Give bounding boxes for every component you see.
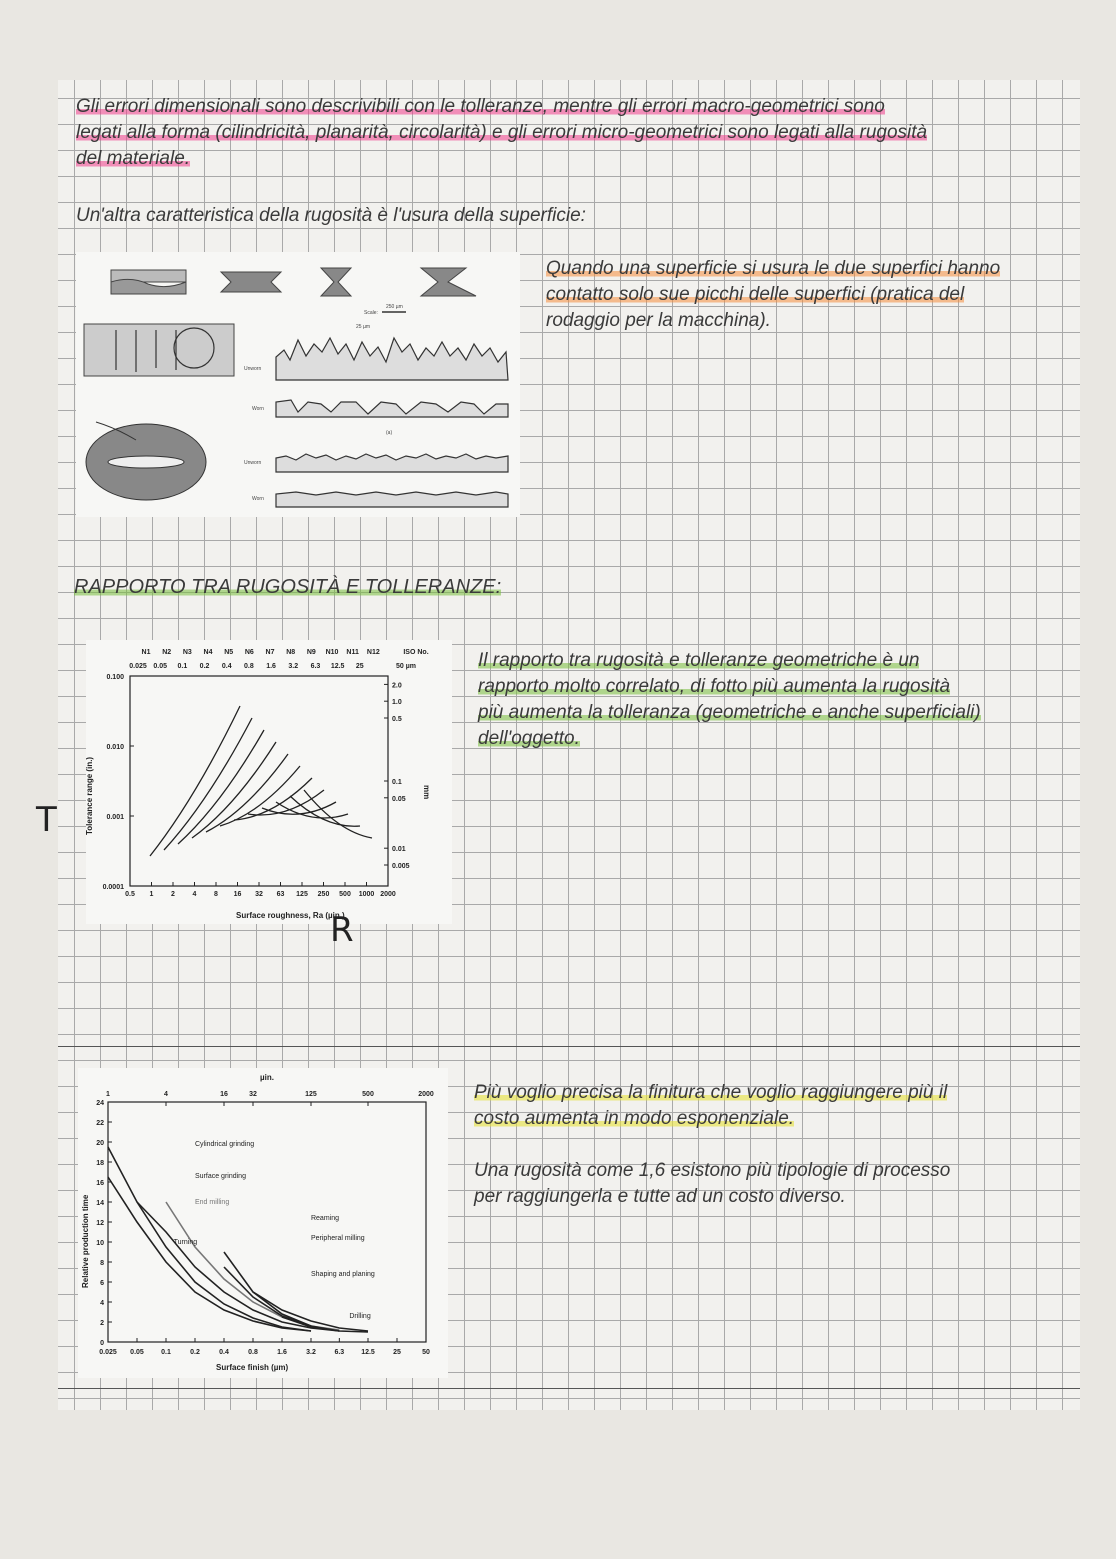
y-tick-label: 6 xyxy=(100,1280,104,1287)
um-label: 0.05 xyxy=(153,663,167,670)
y-tick-label: 0.001 xyxy=(106,814,124,821)
section-heading-text: RAPPORTO TRA RUGOSITÀ E TOLLERANZE: xyxy=(74,576,502,598)
um-label: 3.2 xyxy=(288,663,299,670)
profile-label: Worn xyxy=(252,406,264,412)
micrometer-row xyxy=(129,663,416,670)
x-axis-ticks xyxy=(99,1338,430,1356)
iso-label: N7 xyxy=(265,649,275,656)
top-tick-label: 125 xyxy=(305,1091,317,1098)
iso-label: N2 xyxy=(162,649,172,656)
x-tick-label: 4 xyxy=(192,891,197,898)
top-axis-label: µin. xyxy=(260,1073,274,1082)
top-tick-label: 4 xyxy=(164,1091,168,1098)
x-tick-label: 0.2 xyxy=(190,1349,200,1356)
note-line: Quando una superficie si usura le due superfici hanno xyxy=(546,258,1001,279)
process-note xyxy=(474,1158,950,1210)
note-line: più aumenta la tolleranza (geometriche e anche superficiali) xyxy=(478,702,981,723)
top-tick-label: 16 xyxy=(220,1091,228,1098)
profile-worn-1 xyxy=(276,400,508,417)
um-label: 0.025 xyxy=(129,663,147,670)
wear-figure-svg xyxy=(76,252,520,517)
wear-note xyxy=(546,256,1000,334)
series-line xyxy=(276,802,348,818)
y-axis-ticks xyxy=(96,1100,112,1347)
iso-label: N3 xyxy=(182,649,192,656)
y-tick-label: 24 xyxy=(96,1100,104,1107)
series-label: Reaming xyxy=(310,1215,340,1222)
note-line: rodaggio per la macchina). xyxy=(546,310,771,331)
note-line: per raggiungerla e tutte ad un costo diverso. xyxy=(474,1186,846,1207)
iso-label: N5 xyxy=(224,649,234,656)
y-tick-label: 16 xyxy=(96,1180,104,1187)
plot-frame xyxy=(130,676,388,886)
panel-label: (a) xyxy=(386,430,393,436)
production-time-chart-svg xyxy=(78,1068,448,1378)
wear-block-3 xyxy=(321,268,351,296)
scale-label: Scale: xyxy=(364,310,378,316)
x-tick-label: 250 xyxy=(317,891,330,898)
y2-tick-label: 1.0 xyxy=(392,699,402,707)
y-axis-label: Relative production time xyxy=(81,1194,90,1288)
y-tick-label: 18 xyxy=(96,1160,104,1167)
x-tick-label: 1 xyxy=(149,891,154,898)
y-tick-label: 2 xyxy=(100,1320,104,1327)
profile-unworn-2 xyxy=(276,454,508,472)
iso-label: N10 xyxy=(325,649,339,656)
cross-section-block xyxy=(84,324,234,376)
y2-tick-label: 0.005 xyxy=(392,863,410,870)
y2-axis-label: mm xyxy=(422,785,431,800)
wear-figure xyxy=(76,252,520,517)
y-tick-label: 0.0001 xyxy=(102,884,124,891)
x-tick-label: 16 xyxy=(233,891,242,898)
x-axis-label: Surface finish (µm) xyxy=(216,1363,289,1372)
profile-label: Unworn xyxy=(244,460,262,466)
um-label: 0.8 xyxy=(244,663,254,670)
note-line: dell'oggetto. xyxy=(478,728,580,749)
cost-note xyxy=(474,1080,947,1132)
note-line: rapporto molto correlato, di fotto più aumenta la rugosità xyxy=(478,676,951,697)
top-axis-ticks xyxy=(106,1091,434,1106)
x-axis-label: Surface roughness, Ra (µin.) xyxy=(236,911,345,920)
series-label: Turning xyxy=(173,1239,198,1246)
y-tick-label: 0 xyxy=(100,1340,104,1347)
top-tick-label: 32 xyxy=(249,1091,257,1098)
um-label: 12.5 xyxy=(330,663,345,670)
tolerance-chart-svg xyxy=(86,640,452,924)
top-tick-label: 1 xyxy=(106,1091,110,1098)
x-tick-label: 12.5 xyxy=(361,1349,375,1356)
x-tick-label: 0.4 xyxy=(219,1349,229,1356)
series-label: Shaping and planing xyxy=(310,1271,375,1278)
um-header: 50 µm xyxy=(396,663,416,670)
paragraph-line: legati alla forma (cilindricità, planarità, circolarità) e gli errori micro-geometrici sono legati alla rugosità xyxy=(76,122,928,143)
x-tick-label: 25 xyxy=(393,1349,401,1356)
divider-line-bottom xyxy=(58,1388,1080,1389)
profile-worn-2 xyxy=(276,492,508,507)
x-tick-label: 3.2 xyxy=(306,1349,316,1356)
x-tick-label: 0.5 xyxy=(125,891,135,898)
um-label: 6.3 xyxy=(310,663,321,670)
iso-label: N6 xyxy=(244,649,254,656)
tolerance-chart xyxy=(86,640,452,924)
series-label: Drilling xyxy=(349,1313,371,1320)
paragraph-wear-intro: Un'altra caratteristica della rugosità è l'usura della superficie: xyxy=(76,205,586,226)
wear-block-2 xyxy=(221,272,281,292)
y2-tick-label: 0.1 xyxy=(392,779,402,786)
um-label: 0.4 xyxy=(221,663,232,670)
y-tick-label: 0.100 xyxy=(106,674,124,681)
x-tick-label: 0.8 xyxy=(248,1349,258,1356)
um-label: 25 xyxy=(355,663,364,670)
profile-label: Worn xyxy=(252,496,264,502)
x-tick-label: 500 xyxy=(339,891,351,898)
tolerance-note xyxy=(478,648,981,752)
series-line xyxy=(206,754,288,832)
production-time-chart xyxy=(78,1068,448,1378)
iso-label: N8 xyxy=(286,649,296,656)
series-line xyxy=(164,718,252,850)
paragraph-line: Gli errori dimensionali sono descrivibili con le tolleranze, mentre gli errori macro-geometrici sono xyxy=(76,96,885,117)
series-label: Cylindrical grinding xyxy=(194,1141,255,1148)
note-line: Più voglio precisa la finitura che voglio raggiungere più il xyxy=(474,1082,948,1103)
y2-tick-label: 0.05 xyxy=(392,795,406,803)
um-label: 0.1 xyxy=(177,663,188,670)
x-tick-label: 2 xyxy=(171,891,175,898)
x-tick-label: 2000 xyxy=(380,891,396,898)
handwritten-r: R xyxy=(330,910,354,950)
series-label: End milling xyxy=(194,1199,230,1206)
profile-label: Unworn xyxy=(244,366,262,372)
series-label: Surface grinding xyxy=(194,1173,246,1180)
iso-number-row xyxy=(142,649,429,656)
top-tick-label: 500 xyxy=(362,1091,374,1098)
y-tick-label: 12 xyxy=(96,1220,104,1227)
wear-block-4 xyxy=(421,268,476,296)
y-tick-label: 20 xyxy=(96,1140,104,1147)
y-tick-label: 14 xyxy=(96,1200,104,1207)
y-tick-label: 4 xyxy=(100,1300,104,1307)
magnified-gap xyxy=(108,456,184,468)
handwritten-t: T xyxy=(36,800,57,840)
micro-scale-label: 25 µm xyxy=(356,324,370,330)
y-axis-label: Tolerance range (in.) xyxy=(85,756,94,835)
iso-label: N1 xyxy=(141,649,151,656)
series-line xyxy=(220,766,300,826)
x-tick-label: 1000 xyxy=(358,891,375,898)
y-axis-ticks xyxy=(103,674,134,891)
series-line xyxy=(290,796,360,826)
y-tick-label: 22 xyxy=(96,1120,104,1127)
x-tick-label: 125 xyxy=(296,891,308,898)
section-heading xyxy=(74,574,501,600)
note-line: costo aumenta in modo esponenziale. xyxy=(474,1108,795,1129)
series-labels xyxy=(174,1141,375,1320)
iso-label: N11 xyxy=(346,649,359,656)
x-tick-label: 0.1 xyxy=(161,1349,171,1356)
series-line xyxy=(150,706,240,856)
y2-tick-label: 2.0 xyxy=(392,682,402,690)
y2-tick-label: 0.5 xyxy=(392,716,402,723)
x-tick-label: 32 xyxy=(255,891,263,898)
y-tick-label: 0.010 xyxy=(106,744,124,751)
x-axis-ticks xyxy=(125,882,396,898)
series-line xyxy=(192,742,276,838)
y-tick-label: 8 xyxy=(100,1260,104,1267)
paragraph-errors xyxy=(76,94,927,172)
scale-value: 250 µm xyxy=(386,304,403,310)
x-tick-label: 0.05 xyxy=(130,1349,144,1356)
y-tick-label: 10 xyxy=(96,1240,104,1247)
um-label: 0.2 xyxy=(199,663,210,670)
note-line: contatto solo sue picchi delle superfici (pratica del xyxy=(546,284,965,305)
iso-header: ISO No. xyxy=(403,649,429,656)
iso-label: N4 xyxy=(203,649,213,656)
x-tick-label: 0.025 xyxy=(99,1349,117,1356)
x-tick-label: 63 xyxy=(276,891,285,898)
series-label: Peripheral milling xyxy=(310,1235,365,1242)
note-line: Una rugosità come 1,6 esistono più tipologie di processo xyxy=(474,1160,951,1181)
paragraph-line: del materiale. xyxy=(76,148,191,169)
iso-label: N12 xyxy=(366,649,380,656)
note-line: Il rapporto tra rugosità e tolleranze geometriche è un xyxy=(478,650,920,671)
x-tick-label: 6.3 xyxy=(334,1349,345,1356)
series-group xyxy=(150,706,372,856)
um-label: 1.6 xyxy=(266,663,276,670)
x-tick-label: 50 xyxy=(422,1349,430,1356)
iso-label: N9 xyxy=(306,649,316,656)
y2-tick-label: 0.01 xyxy=(392,846,406,854)
divider-line xyxy=(58,1046,1080,1047)
x-tick-label: 8 xyxy=(214,891,218,898)
profile-unworn-1 xyxy=(276,338,508,380)
x-tick-label: 1.6 xyxy=(277,1349,287,1356)
top-tick-label: 2000 xyxy=(418,1091,434,1098)
series-line xyxy=(178,730,264,844)
